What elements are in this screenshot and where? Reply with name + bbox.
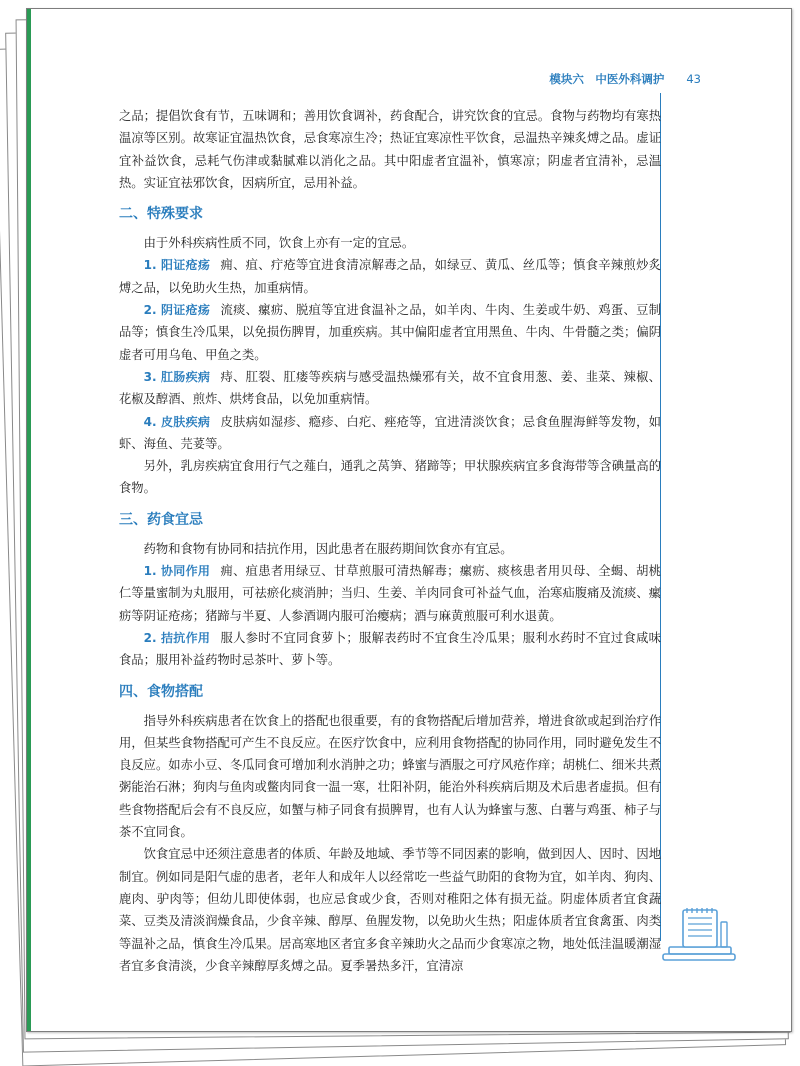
item-label: 2. 阴证疮疡 xyxy=(143,303,211,318)
section3-item-1 xyxy=(119,560,661,627)
item-label: 1. 阳证疮疡 xyxy=(143,258,211,273)
item-label: 3. 肛肠疾病 xyxy=(143,369,211,384)
section-heading-2: 二、特殊要求 xyxy=(119,206,203,223)
section3-lead: 药物和食物有协同和拮抗作用，因此患者在服药期间饮食亦有宜忌。 xyxy=(143,541,513,556)
item-text: 流痰、瘰疬、脱疽等宜进食温补之品，如羊肉、牛肉、生姜或牛奶、鸡蛋、豆制品等；慎食生冷瓜果，以免损伤脾胃，加重疾病。其中偏阳虚者宜用黑鱼、牛肉、牛骨髓之类；偏阴虚者可用乌龟、甲鱼之类。 xyxy=(119,303,661,362)
section3-item-2 xyxy=(119,627,661,672)
section4-paragraph-1: 指导外科疾病患者在饮食上的搭配也很重要，有的食物搭配后增加营养，增进食欲或起到治疗作用，但某些食物搭配可产生不良反应。在医疗饮食中，应利用食物搭配的协同作用，同时避免发生不良反应。如赤小豆、冬瓜同食可增加利水消肿之功；蜂蜜与酒服之可疗风疮作痒；胡桃仁、细米共煮粥能治石淋；狗肉与鱼肉或鳖肉同食一温一寒，壮阳补阴，能治外科疾病后期及术后患者虚损。但有些食物搭配后会有不良反应，如蟹与柿子同食有损脾胃，也有人认为蜂蜜与葱、白薯与鸡蛋、柿子与茶不宜同食。 xyxy=(119,713,661,840)
module-title: 模块六 中医外科调护 xyxy=(549,72,665,86)
item-text: 痈、疽、疔疮等宜进食清凉解毒之品，如绿豆、黄瓜、丝瓜等；慎食辛辣煎炒炙煿之品，以免助火生热，加重病情。 xyxy=(119,258,661,295)
item-label: 1. 协同作用 xyxy=(143,564,211,579)
item-text: 痈、疽患者用绿豆、甘草煎服可清热解毒；瘰疬、痰核患者用贝母、全蝎、胡桃仁等量蜜制为丸服用，可祛瘀化痰消肿；当归、生姜、羊肉同食可补益气血，治寒疝腹痛及流痰、瘰疬等阴证疮疡；猪蹄与半夏、人参酒调内服可治瘿病；酒与麻黄煎服可利水退黄。 xyxy=(119,564,661,623)
section2-item-4 xyxy=(119,411,661,456)
section2-item-3 xyxy=(119,366,661,411)
page-edge-bar xyxy=(27,9,31,1031)
section2-item-1 xyxy=(119,254,661,299)
body-text xyxy=(119,105,661,977)
book-page xyxy=(26,8,792,1032)
item-text: 皮肤病如湿疹、瘾疹、白疕、痤疮等，宜进清淡饮食；忌食鱼腥海鲜等发物，如虾、海鱼、芫荽等。 xyxy=(119,414,661,451)
item-text: 服人参时不宜同食萝卜；服解表药时不宜食生冷瓜果；服利水药时不宜过食咸味食品；服用补益药物时忌茶叶、萝卜等。 xyxy=(119,630,661,668)
item-label: 2. 拮抗作用 xyxy=(143,630,211,645)
page-number: 43 xyxy=(686,72,701,86)
section-heading-4: 四、食物搭配 xyxy=(119,683,203,700)
section2-item-2 xyxy=(119,299,661,366)
section2-lead: 由于外科疾病性质不同，饮食上亦有一定的宜忌。 xyxy=(143,236,415,251)
section-heading-3: 三、药食宜忌 xyxy=(119,511,203,528)
notebook-books-icon xyxy=(659,904,739,964)
item-label: 4. 皮肤疾病 xyxy=(143,414,211,429)
running-header xyxy=(549,71,701,87)
section4-paragraph-2: 饮食宜忌中还须注意患者的体质、年龄及地域、季节等不同因素的影响，做到因人、因时、因地制宜。例如同是阳气虚的患者，老年人和成年人以经常吃一些益气助阳的食物为宜，如羊肉、狗肉、鹿肉、驴肉等；但幼儿即使体弱，也应忌食或少食，否则对稚阳之体有损无益。阴虚体质者宜食蔬菜、豆类及清淡润燥食品，少食辛辣、醇厚、鱼腥发物，以免助火生热；阳虚体质者宜食禽蛋、肉类等温补之品，慎食生冷瓜果。居高寒地区者宜多食辛辣助火之品而少食寒凉之物，地处低洼温暖潮湿者宜多食清淡，少食辛辣醇厚炙煿之品。夏季暑热多汗，宜清凉 xyxy=(119,847,661,973)
section2-extra: 另外，乳房疾病宜食用行气之薤白，通乳之莴笋、猪蹄等；甲状腺疾病宜多食海带等含碘量高的食物。 xyxy=(119,459,661,496)
item-text: 痔、肛裂、肛瘘等疾病与感受温热燥邪有关，故不宜食用葱、姜、韭菜、辣椒、花椒及醇酒、煎炸、烘烤食品，以免加重病情。 xyxy=(119,369,661,407)
intro-paragraph: 之品；提倡饮食有节，五味调和；善用饮食调补，药食配合，讲究饮食的宜忌。食物与药物均有寒热温凉等区别。故寒证宜温热饮食，忌食寒凉生冷；热证宜寒凉性平饮食，忌温热辛辣炙煿之品。虚证宜补益饮食，忌耗气伤津或黏腻难以消化之品。其中阳虚者宜温补，慎寒凉；阴虚者宜清补，忌温热。实证宜祛邪饮食，因病所宜，忌用补益。 xyxy=(119,109,661,190)
